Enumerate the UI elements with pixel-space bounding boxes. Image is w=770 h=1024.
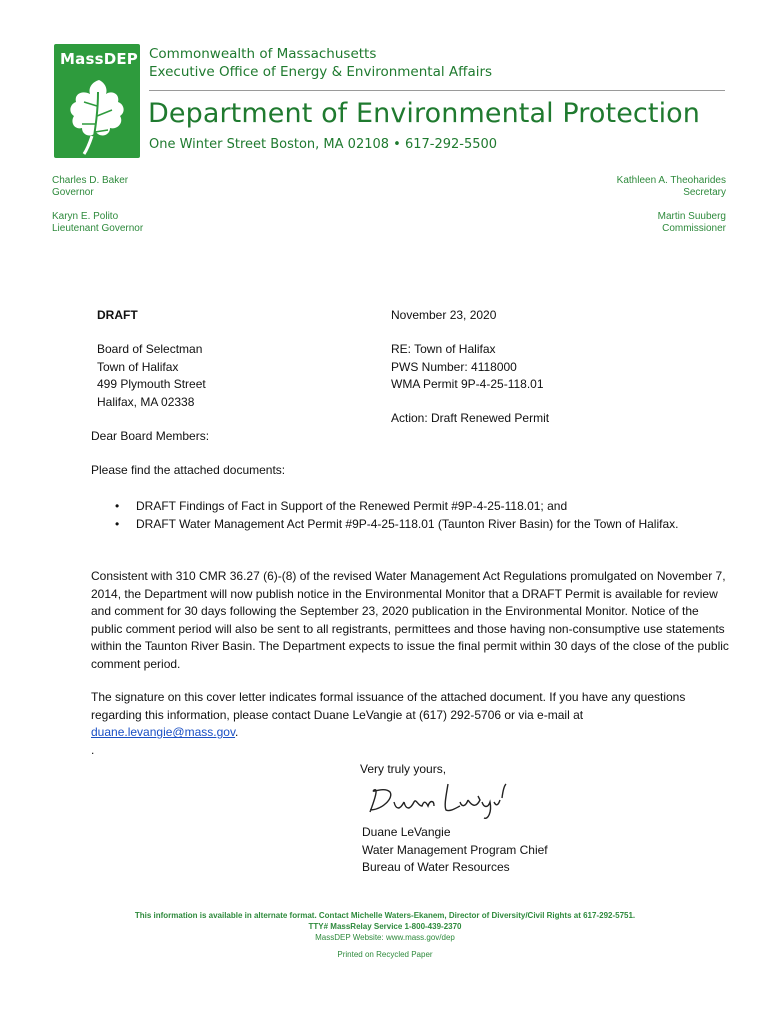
official-name: Martin Suuberg [657,211,726,222]
intro-line: Please find the attached documents: [91,463,286,477]
re-line: PWS Number: 4118000 [391,359,517,374]
official-title: Secretary [683,187,726,198]
signer-block [362,824,548,877]
department-address: One Winter Street Boston, MA 02108 • 617-292-5500 [149,137,498,152]
recipient-line: 499 Plymouth Street [97,377,206,392]
signature-icon [364,776,514,820]
re-line: WMA Permit 9P-4-25-118.01 [391,377,544,392]
logo-text: MassDEP [60,50,138,68]
stray-period: . [91,743,95,757]
footer-tty: TTY# MassRelay Service 1-800-439-2370 [308,922,462,931]
action-line: Action: Draft Renewed Permit [391,411,550,425]
header-commonwealth: Commonwealth of Massachusetts [149,46,377,62]
official-lieutenant-governor [52,211,143,235]
recipient-line: Halifax, MA 02338 [97,394,195,409]
list-item: • DRAFT Findings of Fact in Support of the Renewed Permit #9P-4-25-118.01; and [91,498,681,516]
recipient-line: Board of Selectman [97,342,203,356]
re-block [391,341,544,394]
body-paragraph-2 [91,689,731,742]
body-paragraph-1: Consistent with 310 CMR 36.27 (6)-(8) of the revised Water Management Act Regulations promulgated on November 7, 2014, the Department will now publish notice in the Environmental Monitor that a DRAFT Permit is available for review and comment for 30 days following the September 23, 2020 publication in the Environmental Monitor. Notice of the public comment period will also be sent to all registrants, permittees and those having non-consumptive use statements within the Taunton River Basin. The Department expects to issue the final permit within 30 days of the close of the public comment period. [91,569,729,671]
official-title: Governor [52,187,94,198]
official-name: Karyn E. Polito [52,211,119,222]
signature [364,776,514,820]
official-governor [52,175,128,199]
department-title: Department of Environmental Protection [148,98,700,129]
salutation: Dear Board Members: [91,429,210,443]
closing: Very truly yours, [360,762,447,776]
footer-website: MassDEP Website: www.mass.gov/dep [315,933,455,942]
header-divider [149,90,725,91]
signer-bureau: Bureau of Water Resources [362,860,510,875]
official-name: Kathleen A. Theoharides [616,175,726,186]
official-title: Commissioner [662,223,726,234]
official-name: Charles D. Baker [52,175,129,186]
email-tail: . [235,725,239,740]
official-commissioner [480,211,726,235]
signer-name: Duane LeVangie [362,825,451,839]
header-executive-office: Executive Office of Energy & Environmental Affairs [149,64,493,80]
draft-label: DRAFT [97,308,138,322]
re-line: RE: Town of Halifax [391,342,496,356]
footer-alternate-format: This information is available in alternate format. Contact Michelle Waters-Ekanem, Director of Diversity/Civil Rights at 617-292-5751. [134,911,636,920]
footer-recycled: Printed on Recycled Paper [337,950,433,959]
recipient-line: Town of Halifax [97,359,179,374]
attachment-list [91,498,681,533]
official-secretary [480,175,726,199]
footer [0,910,770,960]
paragraph-2-text: The signature on this cover letter indicates formal issuance of the attached document. If you have any questions regarding this information, please contact Duane LeVangie at (617) 292-5706 or via e-mail at [91,690,686,722]
letter-date: November 23, 2020 [391,308,497,322]
email-link[interactable]: duane.levangie@mass.gov [91,725,236,740]
list-item: • DRAFT Water Management Act Permit #9P-4-25-118.01 (Taunton River Basin) for the Town of Halifax. [91,516,681,534]
oak-leaf-icon [62,72,136,156]
signer-title: Water Management Program Chief [362,842,548,857]
official-title: Lieutenant Governor [52,223,144,234]
recipient-address [97,341,206,411]
